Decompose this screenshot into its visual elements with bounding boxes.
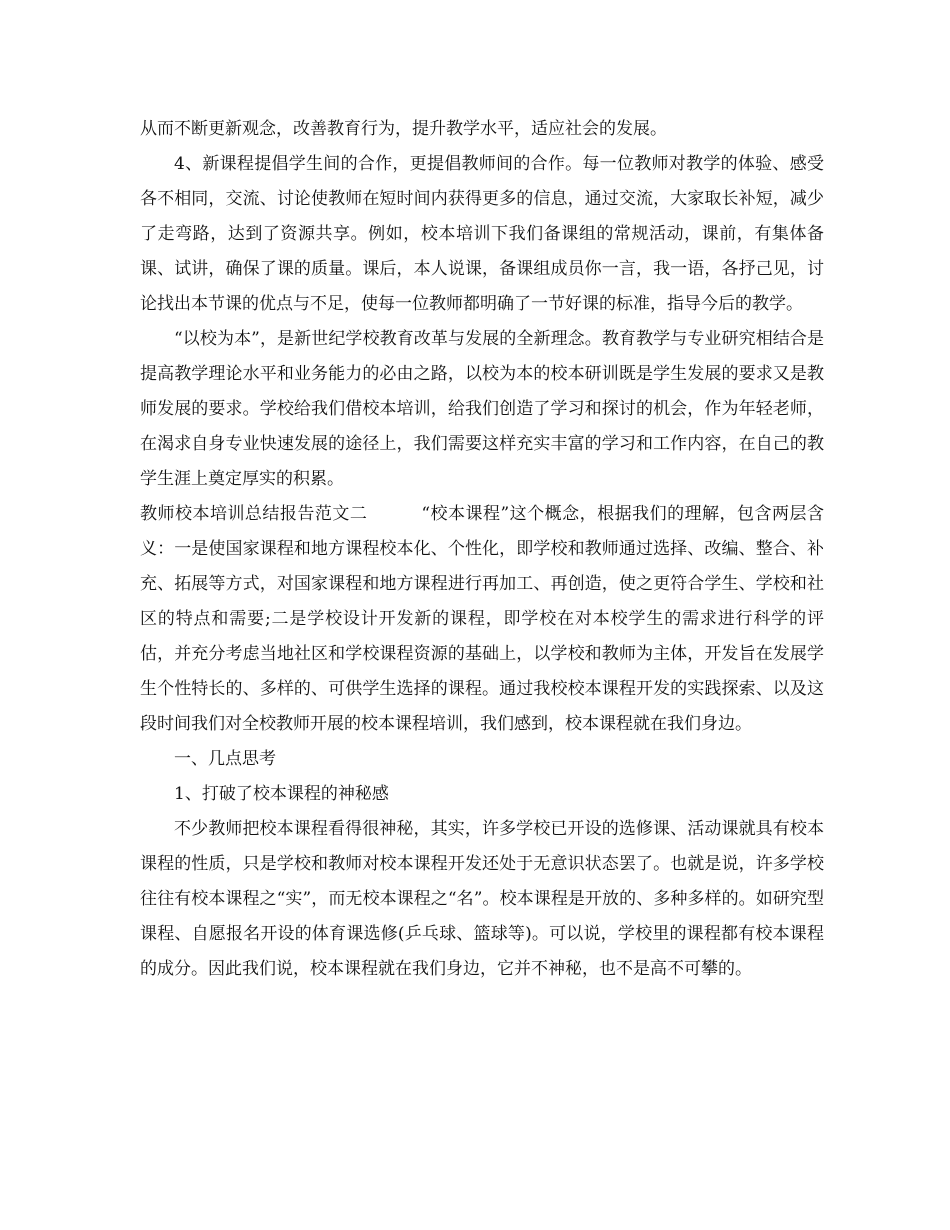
heading-reflections: 一、几点思考 — [174, 749, 276, 769]
section-title: 教师校本培训总结报告范文二 — [140, 504, 368, 524]
document-body — [140, 112, 824, 987]
paragraph-teacher-cooperation: 4、新课程提倡学生间的合作，更提倡教师间的合作。每一位教师对教学的体验、感受各不相同，交流、讨论使教师在短时间内获得更多的信息，通过交流，大家取长补短，减少了走弯路，达到了资源共享。例如，校本培训下我们备课组的常规活动，课前，有集体备课、试讲，确保了课的质量。课后，本人说课，备课组成员你一言，我一语，各抒己见，讨论找出本节课的优点与不足，使每一位教师都明确了一节好课的标准，指导今后的教学。 — [140, 154, 824, 314]
section-two-paragraph — [140, 497, 824, 742]
paragraph-school-based: “以校为本”，是新世纪学校教育改革与发展的全新理念。教育教学与专业研究相结合是提高教学理论水平和业务能力的必由之路，以校为本的校本研训既是学生发展的要求又是教师发展的要求。学校给我们借校本培训，给我们创造了学习和探讨的机会，作为年轻老师，在渴求自身专业快速发展的途径上，我们需要这样充实丰富的学习和工作内容，在自己的教学生涯上奠定厚实的积累。 — [140, 329, 824, 489]
paragraph-continuation: 从而不断更新观念，改善教育行为，提升教学水平，适应社会的发展。 — [140, 119, 667, 139]
section-intro-text: “校本课程”这个概念，根据我们的理解，包含两层含义：一是使国家课程和地方课程校本化、个性化，即学校和教师通过选择、改编、整合、补充、拓展等方式，对国家课程和地方课程进行再加工、再创造，使之更符合学生、学校和社区的特点和需要;二是学校设计开发新的课程，即学校在对本校学生的需求进行科学的评估，并充分考虑当地社区和学校课程资源的基础上，以学校和教师为主体，开发旨在发展学生个性特长的、多样的、可供学生选择的课程。通过我校校本课程开发的实践探索、以及这段时间我们对全校教师开展的校本课程培训，我们感到，校本课程就在我们身边。 — [140, 504, 824, 734]
heading-mystery: 1、打破了校本课程的神秘感 — [174, 784, 389, 804]
paragraph-mystery-body: 不少教师把校本课程看得很神秘，其实，许多学校已开设的选修课、活动课就具有校本课程的性质，只是学校和教师对校本课程开发还处于无意识状态罢了。也就是说，许多学校往往有校本课程之“实”，而无校本课程之“名”。校本课程是开放的、多种多样的。如研究型课程、自愿报名开设的体育课选修(乒乓球、篮球等)。可以说，学校里的课程都有校本课程的成分。因此我们说，校本课程就在我们身边，它并不神秘，也不是高不可攀的。 — [140, 819, 824, 979]
